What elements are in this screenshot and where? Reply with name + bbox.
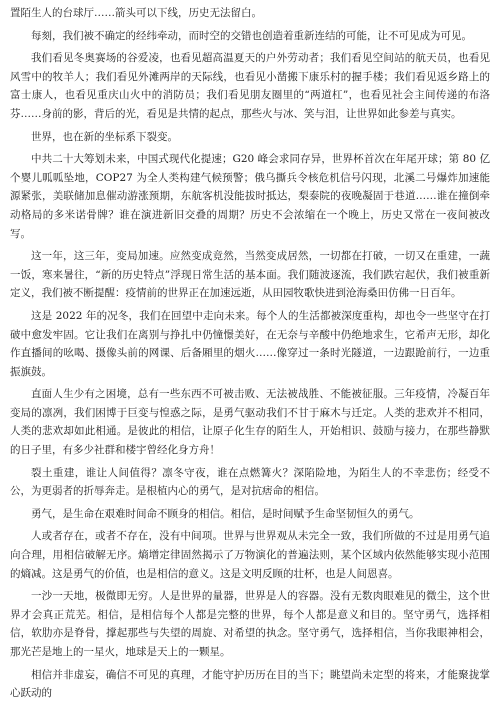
paragraph-9: 裂土重建，谁让人间值得？凛冬守夜，谁在点燃篝火？深陷险地，为陌生人的不幸悲伤；经受不公，为更弱者的折辱奔走。是根植内心的勇气，是对抗痞命的相信。 xyxy=(10,466,490,498)
paragraph-2: 每刻，我们被不确定的经纬牵动，而时空的交错也创造着重新连结的可能，让不可见成为可见。 xyxy=(31,29,472,42)
paragraph-5: 中共二十大筹划未来，中国式现代化提速；G20 峰会求同存异，世界杯首次在年尾开球；第 80 亿个婴儿呱呱坠地，COP27 为全人类构建气候预警；俄乌撕兵令核危机信号闪现，北溪二号爆炸加速能源紧张，美联储加息催动游涨预期，东航客机没能拔时抵达，梨泰院的夜晚凝固于巷道……谁在撞倒牵动格局的多米诺骨牌？谁在演进新旧交叠的周期？历史不会浓缩在一个晚上，历史又常在一夜间被改写。 xyxy=(10,153,490,240)
paragraph-3: 我们看见冬奥赛场的谷爱凌，也看见超高温夏天的户外劳动者；我们看见空间站的航天员，也看见风雪中的牧羊人；我们看见外滩两岸的天际线，也看见小凿搬下康乐村的握手楼；我们看见返乡路上的富士康人，也看见重庆山火中的消防员；我们看见朋友圈里的“两道杠”，也看见社会主间传递的布洛芬……身前的影，背后的光，看见是共情的起点，那些火与冰、笑与泪，让世界如此参差与真实。 xyxy=(10,52,490,120)
paragraph-7: 这是 2022 年的况冬，我们在回望中走向未来。每个人的生活都被深度重构，却也令一些坚守在打破中愈发牢固。它让我们在离别与挣扎中仍憧憬美好，在无奈与辛酸中仍绝地求生，它希声无形，却化作直播间的吆喝、摄像头前的网课、后备厢里的烟火……像穿过一条时光隧道，一边跟跄前行，一边重振旗鼓。 xyxy=(10,309,490,378)
paragraph-1: 置陌生人的台球厅……箭头可以下线，历史无法留白。 xyxy=(10,7,262,19)
paragraph-10: 勇气，是生命在艰难时间命不顾身的相信。相信，是时间赋予生命坚韧恒久的勇气。 xyxy=(31,507,420,520)
paragraph-8: 直面人生少有之困境，总有一些东西不可被击败、无法被战胜、不能被征服。三年疫情，冷凝百年变局的凛冽，我们困博于巨变与惶惑之际，是勇气驱动我们不甘于麻木与迁定。人类的悲欢并不相同，人类的悲欢却如此相通。是彼此的相信，让原子化生存的陌生人，开始相识、鼓励与接力，在那些静默的日子里，有多少社群和楼宇曾经化身方舟！ xyxy=(10,388,490,457)
paragraph-11: 人或者存在，或者不存在，没有中间项。世界与世界观从未完全一致，我们所做的不过是用勇气追向合理，用相信破解无序。熵增定律固然揭示了万物演化的普遍法则，某个区域内依然能够实现小范围的熵减。这是勇气的价值，也是相信的意义。这是文明反顾的壮杯，也是人间恩喜。 xyxy=(10,530,490,580)
paragraph-12: 一沙一天地，极微即无穷。人是世界的量器，世界是人的容器。没有无数肉眼难见的微尘，这个世界才会真正荒芜。相信，是相信每个人都是完整的世界，每个人都是意义和目的。坚守勇气，选择相信，软肋亦是脊骨，撑起那些与失望的周旋、对希望的执念。坚守勇气，选择相信，当你我眼神相会，那光芒是地上的一星火，地球是天上的一颗星。 xyxy=(10,590,490,658)
paragraph-13: 相信并非虚妄，确信不可见的真理，才能守护历历在目的当下；眺望尚未定型的将来，才能聚拢掌心跃动的 xyxy=(10,668,490,700)
paragraph-6: 这一年，这三年，变局加速。应然变成竟然，当然变成居然，一切都在打破，一切又在重建，一蔬一饭，寒来暑往，“新的历史特点”浮现日常生活的基本面。我们随波逐流，我们跌宕起伏，我们被重新定义，我们被不断提醒：疫情前的世界正在加速远逝，从田园牧歌快进到沧海桑田仿佛一日百年。 xyxy=(10,250,490,300)
paragraph-4: 世界，也在新的坐标系下裂变。 xyxy=(31,130,178,143)
